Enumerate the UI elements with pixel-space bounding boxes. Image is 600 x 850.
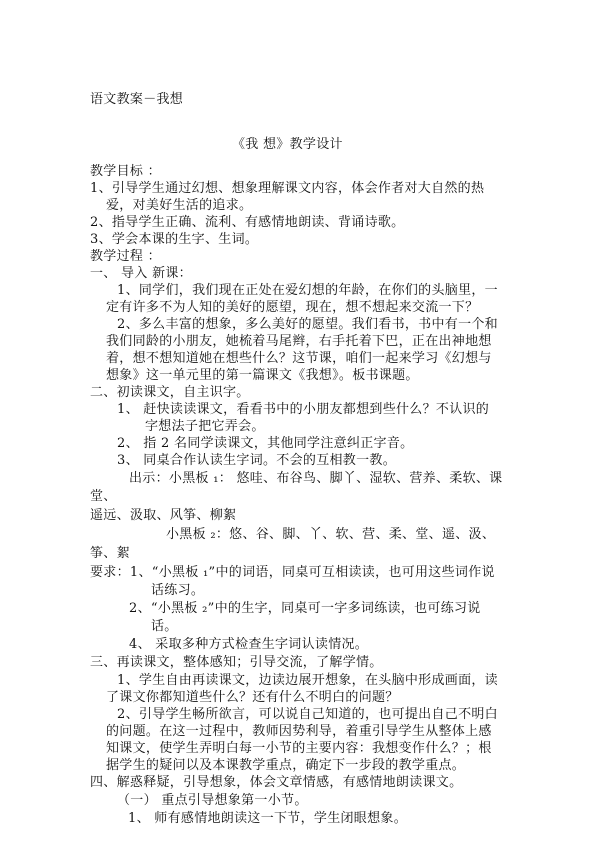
text-line: 的问题。在这一过程中，教师因势利导，着重引导学生从整体上感 (106, 724, 492, 739)
text-line: 2、 指 2 名同学读课文，其他同学注意纠正字音。 (117, 436, 414, 451)
text-line: 话。 (151, 619, 178, 634)
text-line: 2、“小黑板 ₂”中的生字，同桌可一字多词练读，也可练习说 (129, 601, 481, 616)
text-line: 出示：小黑板 ₁： 悠哇、布谷鸟、脚丫、湿软、营养、柔软、课 (129, 471, 503, 486)
text-line: 爱，对美好生活的追求。 (106, 198, 253, 213)
text-line: 要求：1、“小黑板 ₁”中的词语，同桌可互相读读，也可用这些词作说 (90, 565, 495, 580)
text-line: 2、指导学生正确、流利、有感情地朗读、背诵诗歌。 (90, 215, 405, 230)
text-line: 字想法子把它弄会。 (145, 419, 265, 434)
text-line: 了课文你都知道些什么？还有什么不明白的问题？ (106, 690, 399, 705)
text-line: 1、同学们，我们现在正处在爱幻想的年龄，在你们的头脑里，一 (117, 283, 498, 298)
section-heading: 三、再读课文，整体感知；引导交流，了解学情。 (90, 655, 383, 670)
lesson-title: 《我 想》教学设计 (232, 137, 343, 152)
text-line: 遥远、汲取、风筝、柳絮 (90, 508, 237, 523)
text-line: 话练习。 (151, 583, 205, 598)
section-heading: 一、 导入 新课： (90, 266, 192, 281)
document-header-title: 语文教案－我想 (90, 92, 184, 107)
text-line: 我们同龄的小朋友，她梳着马尾辫，右手托着下巴，正在出神地想 (106, 334, 492, 349)
text-line: 定有许多不为人知的美好的愿望，现在，想不想起来交流一下？ (106, 300, 479, 315)
text-line: 3、学会本课的生字、生词。 (90, 232, 259, 247)
text-line: 1、 赶快读读课文，看看书中的小朋友都想到些什么？不认识的 (117, 402, 490, 417)
section-heading: 四、解惑释疑，引导想象，体会文章情感，有感情地朗读课文。 (90, 775, 463, 790)
text-line: 堂、 (90, 489, 117, 504)
text-line: 想象》这一单元里的第一篇课文《我想》。板书课题。 (106, 368, 419, 383)
text-line: 着，想不想知道她在想些什么？这节课，咱们一起来学习《幻想与 (106, 351, 492, 366)
subsection-heading: （一） 重点引导想象第一小节。 (117, 793, 308, 808)
text-line: 据学生的疑问以及本课教学重点，确定下一步段的教学重点。 (106, 758, 466, 773)
text-line: 4、 采取多种方式检查生字词认读情况。 (129, 637, 369, 652)
text-line: 1、 师有感情地朗读这一下节，学生闭眼想象。 (128, 811, 408, 826)
text-line: 知课文，使学生弄明白每一小节的主要内容：我想变作什么？；根 (106, 741, 492, 756)
text-line: 小黑板 ₂：悠、谷、脚、丫、软、营、柔、堂、遥、汲、 (166, 527, 496, 542)
section-heading: 教学目标 ： (90, 164, 161, 179)
text-line: 筝、絮 (90, 546, 130, 561)
text-line: 3、 同桌合作认读生字词。不会的互相教一教。 (117, 453, 397, 468)
text-line: 1、学生自由再读课文，边读边展开想象，在头脑中形成画面，读 (117, 673, 498, 688)
text-line: 2、多么丰富的想象，多么美好的愿望。我们看书，书中有一个和 (117, 317, 498, 332)
section-heading: 教学过程 ： (90, 249, 161, 264)
section-heading: 二、初读课文，自主识字。 (90, 385, 250, 400)
text-line: 1、引导学生通过幻想、想象理解课文内容，体会作者对大自然的热 (90, 181, 485, 196)
text-line: 2、引导学生畅所欲言，可以说自己知道的，也可提出自己不明白 (117, 707, 498, 722)
